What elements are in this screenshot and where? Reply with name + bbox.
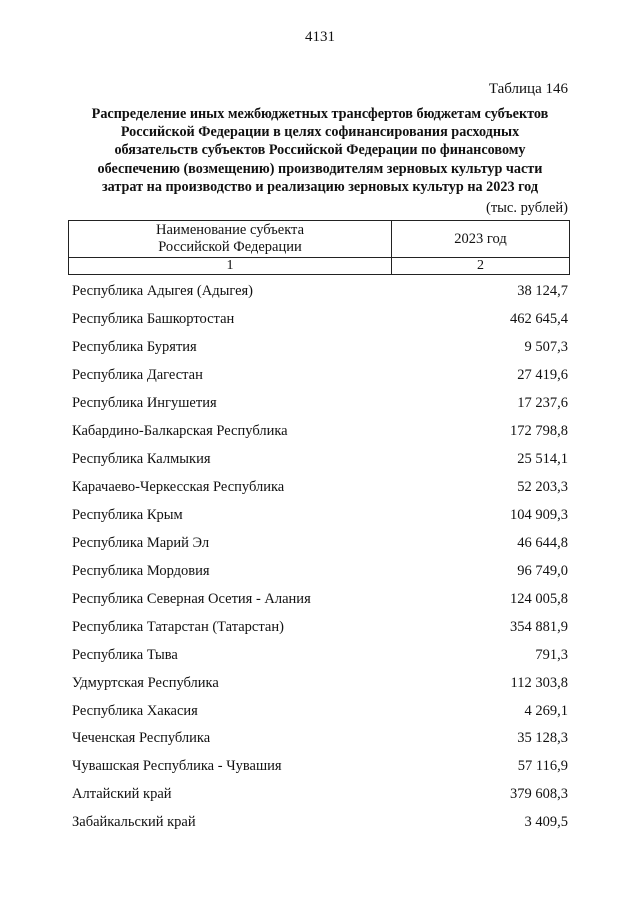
table-row [72, 502, 568, 530]
table-row [72, 390, 568, 418]
title-line: Распределение иных межбюджетных трансфертов бюджетам субъектов [91, 106, 549, 122]
table-row [72, 418, 568, 446]
header-subject-line: Российской Федерации [158, 239, 302, 255]
table-row [72, 278, 568, 306]
row-subject-name: Республика Мордовия [72, 562, 210, 579]
row-subject-name: Республика Крым [72, 506, 183, 523]
table-row [72, 641, 568, 669]
header-year: 2023 год [392, 221, 570, 258]
row-subject-name: Удмуртская Республика [72, 674, 219, 691]
table-row [72, 306, 568, 334]
table-row [72, 809, 568, 837]
title-line: обеспечению (возмещению) производителям зерновых культур части [97, 160, 543, 177]
row-subject-name: Чувашская Республика - Чувашия [72, 758, 282, 775]
row-subject-name: Республика Хакасия [72, 702, 198, 719]
header-subject-name [69, 221, 392, 258]
title-line: обязательств субъектов Российской Федерации по финансовому [114, 142, 526, 159]
row-subject-name: Карачаево-Черкесская Республика [72, 479, 285, 496]
row-value: 27 419,6 [517, 367, 568, 384]
table-header [68, 220, 570, 275]
table-row [72, 697, 568, 725]
table-number: Таблица 146 [488, 81, 568, 97]
row-value: 104 909,3 [510, 506, 568, 523]
row-subject-name: Республика Адыгея (Адыгея) [72, 283, 254, 300]
table-title [68, 105, 572, 196]
title-line: Российской Федерации в целях софинансирования расходных [120, 124, 520, 141]
row-value: 52 203,3 [517, 479, 568, 496]
row-value: 791,3 [535, 646, 568, 663]
header-subject-line: Наименование субъекта [155, 222, 305, 238]
row-value: 35 128,3 [517, 730, 568, 747]
row-value: 46 644,8 [517, 534, 568, 551]
row-value: 172 798,8 [510, 423, 568, 440]
table-row [72, 725, 568, 753]
row-value: 25 514,1 [517, 451, 568, 468]
row-subject-name: Республика Татарстан (Татарстан) [72, 618, 284, 635]
table-row [72, 334, 568, 362]
row-value: 462 645,4 [510, 311, 568, 328]
row-subject-name: Чеченская Республика [72, 730, 211, 747]
row-value: 17 237,6 [517, 395, 568, 412]
table-row [72, 585, 568, 613]
row-value: 379 608,3 [510, 786, 568, 803]
table-row [72, 474, 568, 502]
row-subject-name: Республика Дагестан [72, 367, 203, 384]
row-subject-name: Республика Северная Осетия - Алания [72, 590, 311, 607]
table-row [72, 446, 568, 474]
table-row [72, 362, 568, 390]
header-col-number: 2 [392, 258, 570, 275]
table-row [72, 613, 568, 641]
table-row [72, 529, 568, 557]
table-row [72, 669, 568, 697]
row-subject-name: Республика Калмыкия [72, 451, 211, 468]
table-row [72, 753, 568, 781]
table-body [72, 278, 568, 837]
table-row [72, 557, 568, 585]
row-subject-name: Кабардино-Балкарская Республика [72, 423, 288, 440]
title-line: затрат на производство и реализацию зерновых культур на 2023 год [101, 178, 539, 195]
row-subject-name: Республика Марий Эл [72, 534, 210, 551]
table-row [72, 781, 568, 809]
row-value: 4 269,1 [524, 702, 568, 719]
row-value: 124 005,8 [510, 590, 568, 607]
row-value: 3 409,5 [524, 814, 568, 831]
row-subject-name: Республика Тыва [72, 646, 178, 663]
row-value: 38 124,7 [517, 283, 568, 300]
row-subject-name: Республика Ингушетия [72, 395, 217, 412]
row-subject-name: Республика Башкортостан [72, 311, 235, 328]
row-subject-name: Забайкальский край [72, 814, 196, 831]
row-value: 354 881,9 [510, 618, 568, 635]
row-value: 9 507,3 [524, 339, 568, 356]
row-subject-name: Республика Бурятия [72, 339, 197, 356]
row-value: 96 749,0 [517, 562, 568, 579]
header-col-number: 1 [69, 258, 392, 275]
page-number: 4131 [305, 29, 335, 45]
row-value: 57 116,9 [517, 758, 568, 775]
row-subject-name: Алтайский край [72, 786, 172, 803]
units-label: (тыс. рублей) [486, 200, 568, 216]
row-value: 112 303,8 [510, 674, 568, 691]
